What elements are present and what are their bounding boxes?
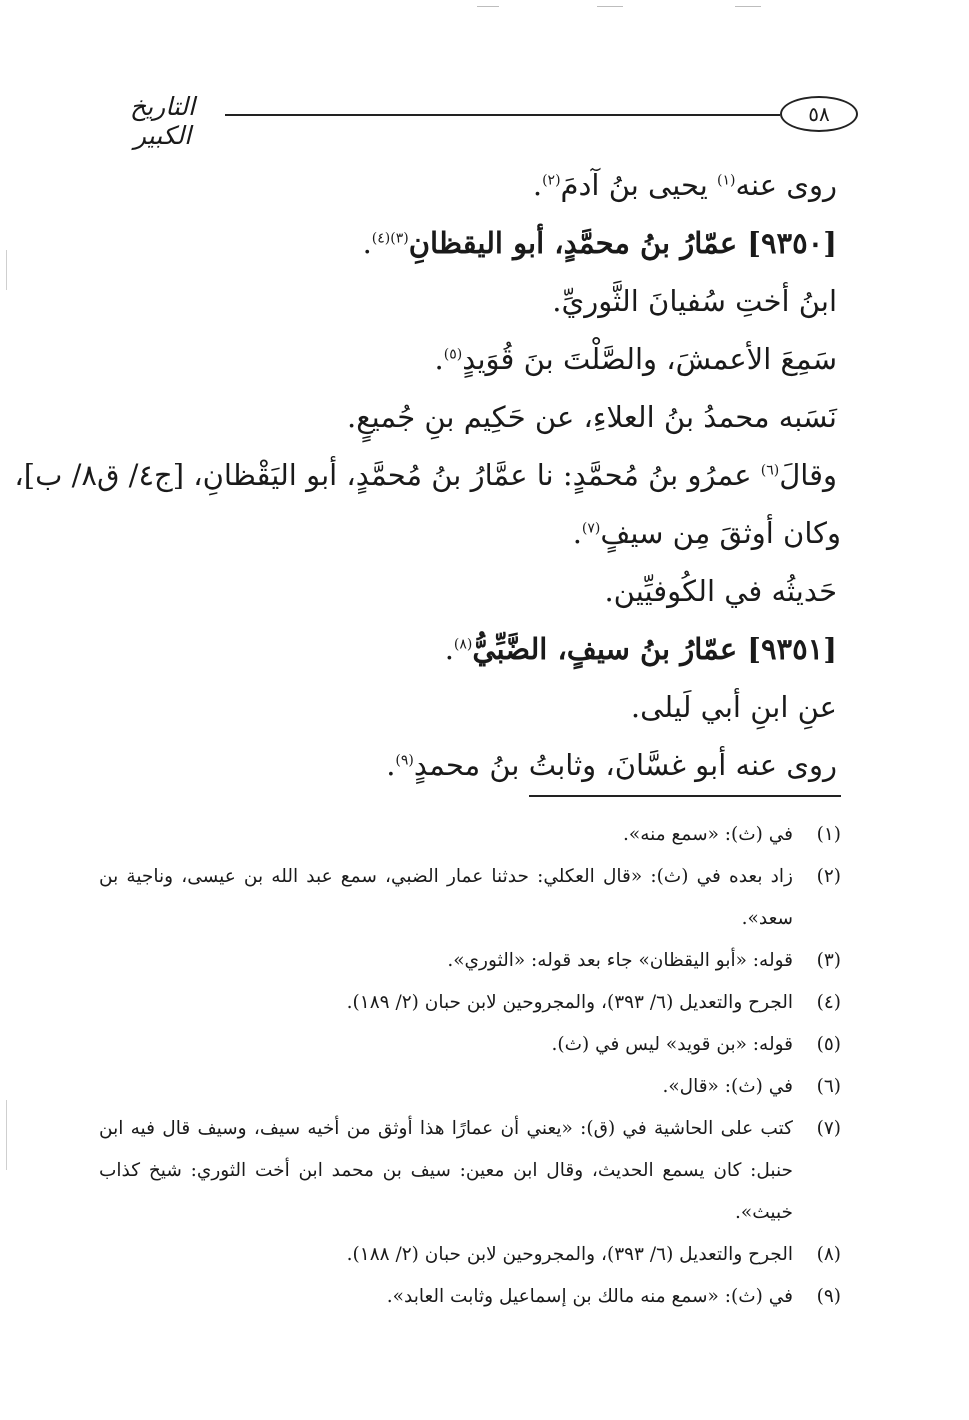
scan-mark [735,6,761,7]
footnote-marker[interactable]: (٩) [395,752,414,769]
footnote-separator [529,795,841,797]
text-line: حَديثُه في الكُوفيِّين. [604,574,837,608]
footnote-marker[interactable]: (٨) [453,636,473,653]
scan-mark [597,6,623,7]
footnote [99,940,841,982]
footnotes [99,814,841,1318]
text-line: روى عنه$^{(١)}$ يحيى بنُ آدمَ$^{(٢)}$. [532,168,837,202]
footnote-text: قوله: «بن قويد» ليس في (ث). [551,1034,793,1055]
footnote-text: قوله: «أبو اليقظان» جاء بعد قوله: «الثوري». [447,950,793,971]
footnote-marker[interactable]: (٦) [760,462,780,479]
text-line: روى عنه أبو غسَّانَ، وثابتُ بنُ محمدٍ$^{(٩)}$. [386,748,837,782]
text-line: نَسَبه محمدُ بنُ العلاءِ، عن حَكِيم بنِ جُميعٍ. [347,400,837,434]
footnote-text: كتب على الحاشية في (ق): «يعني أن عمارًا هذا أوثق من أخيه سيف، وسيف قال فيه ابن حنبل: كان يسمع الحديث، وقال ابن معين: سيف بن محمد ابن أخت الثوري: شيخ كذاب خبيث». [99,1118,793,1223]
footnote-marker[interactable]: (١) [717,172,736,189]
book-title: التاريخ الكبير [130,92,195,150]
footnote-text: في (ث): «سمع منه مالك بن إسماعيل وثابت العابد». [386,1286,793,1307]
footnote-text: في (ث): «سمع منه». [623,824,793,845]
footnote-number: (٦) [816,1076,841,1097]
footnote [99,982,841,1024]
footnote [99,1066,841,1108]
text-line: سَمِعَ الأعمشَ، والصَّلْتَ بنَ قُوَيدٍ$^{(٥)}$. [434,342,837,376]
footnote [99,1108,841,1234]
main-text [14,156,841,794]
footnote-number: (٥) [816,1034,841,1055]
margin-mark [6,1100,7,1170]
footnote-text: الجرح والتعديل (٦/ ٣٩٣)، والمجروحين لابن حبان (٢/ ١٨٩). [346,992,793,1013]
footnote-number: (٨) [816,1244,841,1265]
entry-heading: [٩٣٥٠] عمّارُ بنُ محمَّدٍ، أبو اليقظانِ$^{(٣)(٤)}$. [362,226,837,260]
footnote-number: (٣) [816,950,841,971]
footnote-text: في (ث): «قال». [662,1076,793,1097]
footnote-number: (١) [816,824,841,845]
footnote-marker[interactable]: (٢) [542,172,561,189]
page-header [100,92,858,150]
entry-heading: [٩٣٥١] عمّارُ بنُ سيفٍ، الضَّبِّيُّ$^{(٨)}$. [444,632,837,666]
footnote-marker[interactable]: (٣)(٤) [371,230,409,247]
scan-mark [477,6,499,7]
text-line: وقالَ$^{(٦)}$ عمرُو بنُ مُحمَّدٍ: نا عمَّارُ بنُ مُحمَّدٍ، أبو اليَقْظانِ، [ج٤/ ق٨/ ب]، [14,458,837,492]
footnote-number: (٧) [816,1118,841,1139]
footnote-text: زاد بعده في (ث): «قال العكلي: حدثنا عمار الضبي، سمع عبد الله بن عيسى، وناجية بن سعد». [99,866,793,929]
header-rule [225,114,780,116]
text-line: عنِ ابنِ أبي لَيلى. [630,690,837,724]
footnote-marker[interactable]: (٥) [443,346,463,363]
page-number: ٥٨ [780,96,858,132]
text-line: ابنُ أختِ سُفيانَ الثَّوريِّ. [552,284,837,318]
footnote [99,1276,841,1318]
footnote [99,1234,841,1276]
footnote [99,1024,841,1066]
text-line: وكان أوثقَ مِن سيفٍ$^{(٧)}$. [572,516,841,550]
footnote-number: (٩) [816,1286,841,1307]
footnote-number: (٤) [816,992,841,1013]
footnote-text: الجرح والتعديل (٦/ ٣٩٣)، والمجروحين لابن حبان (٢/ ١٨٨). [346,1244,793,1265]
footnote [99,814,841,856]
footnote-marker[interactable]: (٧) [581,520,601,537]
footnote [99,856,841,940]
margin-mark [6,250,7,290]
footnote-number: (٢) [816,866,841,887]
